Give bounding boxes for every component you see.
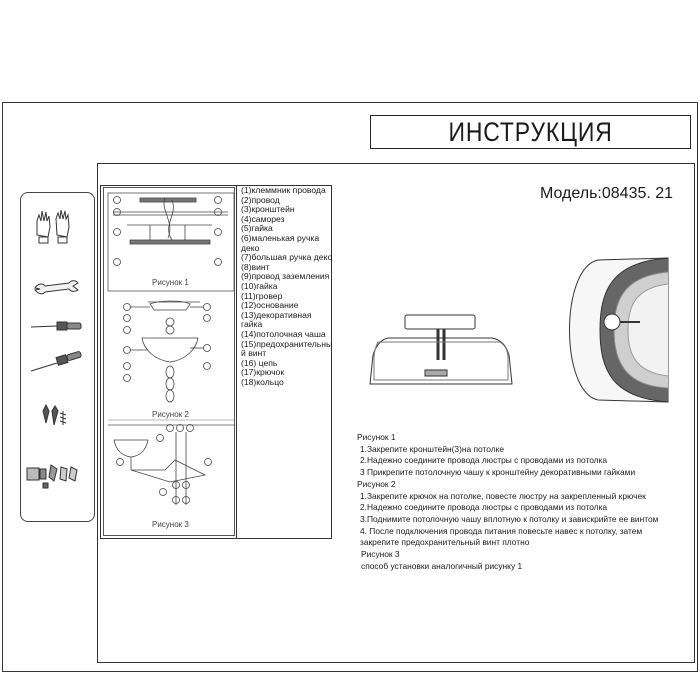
parts-list-item: (7)большая ручка деко <box>241 252 333 263</box>
lamp-side-view <box>370 315 512 384</box>
parts-list-item: (16) цепь <box>241 357 278 368</box>
instruction-step: 1.Закрепите крючок на потолке, повесте люстру на закрепленный крючек <box>360 490 646 501</box>
model-number: Модель:08435. 21 <box>540 185 674 202</box>
parts-list-item: (6)маленькая ручка <box>241 232 320 243</box>
parts-list-item: (5)гайка <box>241 223 273 234</box>
parts-list-item: (8)винт <box>241 261 270 272</box>
parts-list-item: (15)предохранительны <box>241 338 333 349</box>
instruction-step: закрепите предохранительный винт плотно <box>360 537 530 548</box>
figure-3-drawing <box>108 425 234 506</box>
figure-3-caption: Рисунок 3 <box>152 520 189 529</box>
parts-list-item: (11)гровер <box>241 290 283 301</box>
instruction-step: 3 Прикрепите потолочную чашу к кронштейну декоративными гайками <box>360 467 636 478</box>
page-title: ИНСТРУКЦИЯ <box>448 116 613 147</box>
instruction-heading: Рисунок 2 <box>357 478 396 489</box>
instruction-step: способ установки аналогичный рисунку 1 <box>361 560 523 571</box>
parts-list-item: гайка <box>241 319 263 330</box>
parts-list-item: й винт <box>241 348 267 359</box>
parts-list-item: деко <box>241 242 260 253</box>
parts-list-item: (10)гайка <box>241 280 278 291</box>
instruction-step: 2.Надежно соедините провода люстры с проводами из потолка <box>360 455 608 466</box>
parts-list-item: (14)потолочная чаша <box>241 328 326 339</box>
instruction-heading: Рисунок 1 <box>357 432 396 442</box>
instruction-step: 4. После подключения провода питания повесьте навес к потолку, затем <box>360 525 643 536</box>
parts-list-item: (12)основание <box>241 300 299 311</box>
parts-list-item: (13)декоративная <box>241 309 312 320</box>
instruction-step: 3.Поднимите потолочную чашу вплотную к потолку и завискрийте ее винтом <box>360 513 659 524</box>
parts-list-item: (9)провод заземления <box>241 271 330 282</box>
parts-list-item: (4)саморез <box>241 213 285 224</box>
figure-1-caption: Рисунок 1 <box>152 278 189 287</box>
parts-list-item: (2)провод <box>241 194 280 205</box>
parts-list-item: (1)клеммник провода <box>241 185 326 195</box>
instruction-step: 2.Надежно соедините провода люстры с проводами из потолка <box>360 502 608 513</box>
figure-2-drawing <box>124 301 211 402</box>
instruction-step: 1.Закрепите кронштейн(3)на потолке <box>360 443 505 454</box>
parts-list-item: (18)кольцо <box>241 376 284 387</box>
parts-list <box>241 186 333 387</box>
figure-1-drawing <box>108 193 234 291</box>
parts-list-item: (17)крючок <box>241 367 285 378</box>
instruction-heading: Рисунок 3 <box>361 549 400 560</box>
figure-2-caption: Рисунок 2 <box>152 410 189 419</box>
instructions-block <box>357 432 687 572</box>
lamp-front-view <box>570 258 669 402</box>
parts-list-item: (3)кронштейн <box>241 204 295 215</box>
